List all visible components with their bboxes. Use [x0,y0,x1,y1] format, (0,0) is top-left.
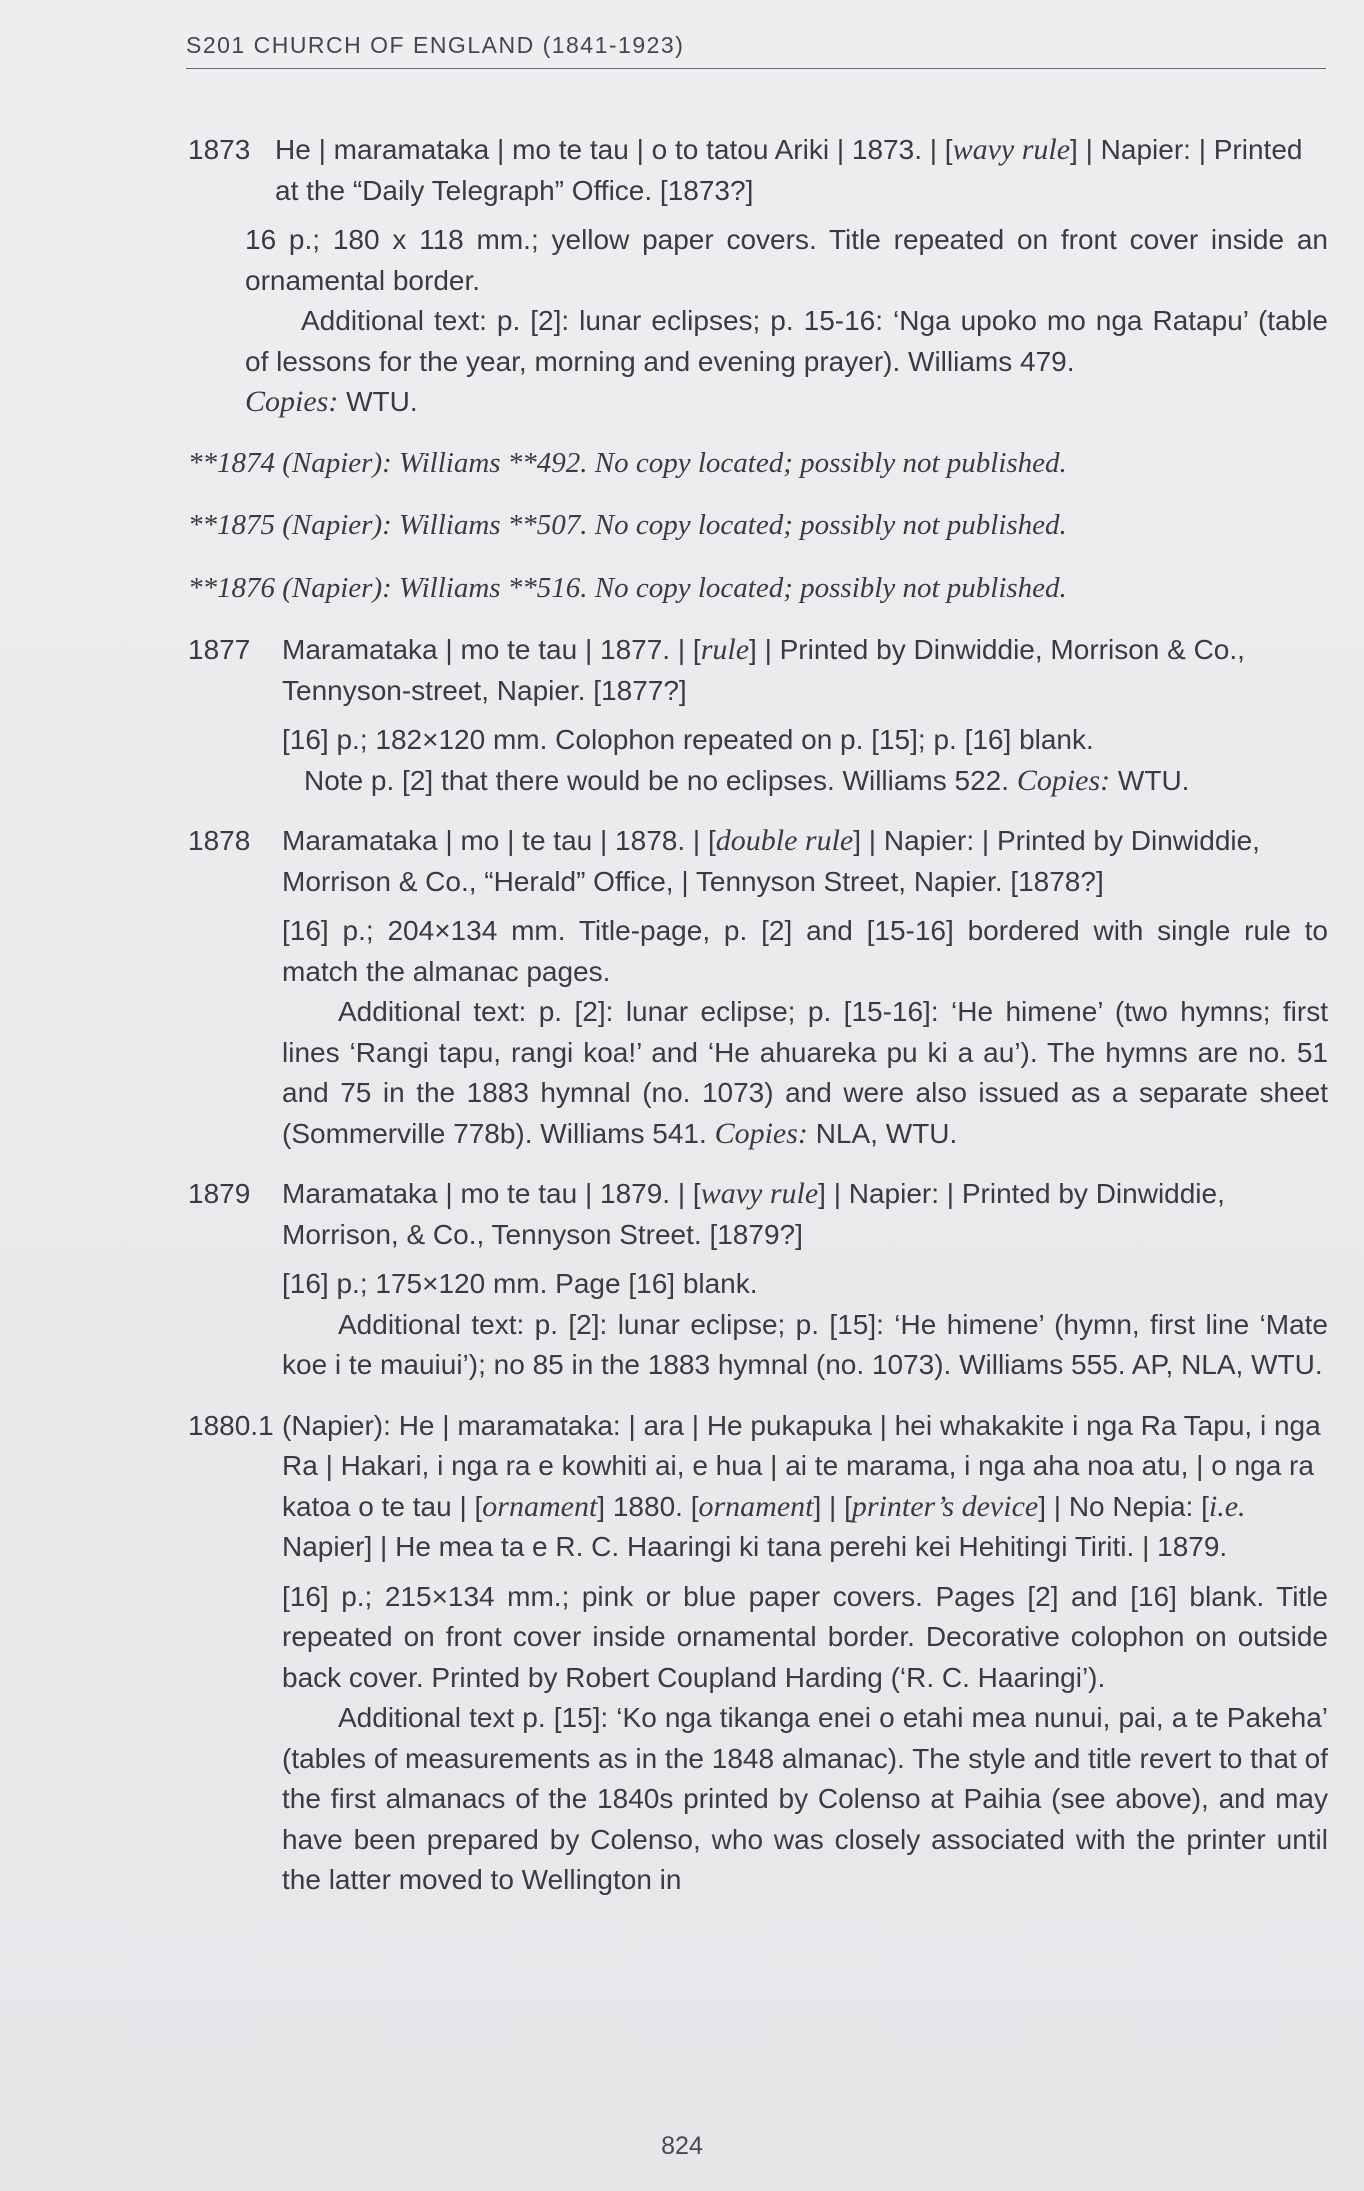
entry-description [282,911,1328,1154]
additional-text: Additional text: p. [2]: lunar eclipse; p. [15-16]: ‘He himene’ (two hymns; first lines ‘Rangi tapu, rangi koa!’ and ‘He ahuareka pu ki a au’). The hymns are no. 51 and 75 in the 1883 hymnal (no. 1073) and were also issued as a separate sheet (Sommerville 778b). Williams 541. Copies: NLA, WTU. [282,996,1328,1150]
physical-description: [16] p.; 204×134 mm. Title-page, p. [2] and [15-16] bordered with single rule to match the almanac pages. [282,915,1328,987]
copies-label: Copies: [1016,763,1111,797]
entry-number: 1878 [188,825,251,856]
entry-title: 1880.1 (Napier): He | maramataka: | ara | He pukapuka | hei whakakite i nga Ra Tapu, i nga Ra | Hakari, i nga ra e kowhiti ai, e hua | ai te marama, i nga aha noa atu, | o nga ra katoa o te tau | [ornament] 1880. [ornament] | [printer’s device] | No Nepia: [i.e. Napier] | He mea ta e R. C. Haaringi ki tana perehi kei Hehitingi Tiriti. | 1879. [188,1406,1328,1568]
entry-description [282,720,1328,801]
additional-text: Additional text p. [15]: ‘Ko nga tikanga enei o etahi mea nunui, pai, a te Pakeha’ (tables of measurements as in the 1848 almanac). The style and title revert to that of the first almanacs of the 1840s printed by Colenso at Paihia (see above), and may have been prepared by Colenso, who was closely associated with the printer until the latter moved to Wellington in [282,1702,1328,1895]
entry-number: 1880.1 [188,1409,274,1441]
entry-title: 1873 He | maramataka | mo te tau | o to tatou Ariki | 1873. | [wavy rule] | Napier: | Printed at the “Daily Telegraph” Office. [1873?] [188,130,1328,211]
physical-description: [16] p.; 182×120 mm. Colophon repeated on p. [15]; p. [16] blank. [282,724,1094,755]
entry-1877 [188,630,1328,801]
physical-description: [16] p.; 215×134 mm.; pink or blue paper covers. Pages [2] and [16] blank. Title repeated on front cover inside ornamental border. Decorative colophon on outside back cover. Printed by Robert Coupland Harding (‘R. C. Haaringi’). [282,1580,1328,1693]
additional-text: Additional text: p. [2]: lunar eclipses; p. 15-16: ‘Nga upoko mo nga Ratapu’ (table of lessons for the year, morning and evening prayer). Williams 479. Copies: WTU. [245,305,1328,418]
no-copy-note: **1874 (Napier): Williams **492. No copy located; possibly not published. [188,446,1067,479]
entry-title: 1879 Maramataka | mo te tau | 1879. | [wavy rule] | Napier: | Printed by Dinwiddie, Morrison, & Co., Tennyson Street. [1879?] [188,1174,1328,1255]
no-copy-note: **1875 (Napier): Williams **507. No copy located; possibly not published. [188,509,1067,541]
bibliography-body [188,130,1328,1921]
entry-1879 [188,1174,1328,1386]
entry-title: 1878 Maramataka | mo | te tau | 1878. | [double rule] | Napier: | Printed by Dinwiddie, Morrison & Co., “Herald” Office, | Tennyson Street, Napier. [1878?] [188,821,1328,902]
additional-text: Additional text: p. [2]: lunar eclipse; p. [15]: ‘He himene’ (hymn, first line ‘Mate koe i te mauiui’); no 85 in the 1883 hymnal (no. 1073). Williams 555. AP, NLA, WTU. [282,1308,1328,1380]
copies-list: NLA, WTU. [815,1117,958,1149]
header-rule [186,68,1326,69]
physical-description: 16 p.; 180 x 118 mm.; yellow paper covers. Title repeated on front cover inside an ornamental border. [245,224,1328,296]
page-number: 824 [661,2132,703,2160]
entry-description [245,220,1328,423]
copies-label: Copies: [245,385,339,418]
entry-description [282,1264,1328,1386]
copies-list: WTU. [1117,764,1190,796]
entry-1873 [188,130,1328,423]
copies-label: Copies: [714,1116,808,1150]
copies-list: WTU. [346,386,418,417]
entry-1880-1 [188,1406,1328,1901]
entry-number: 1879 [188,1178,251,1209]
additional-text: Note p. [2] that there would be no eclipses. Williams 522. Copies: WTU. [304,763,1190,797]
entry-description [282,1577,1328,1901]
running-head: S201 CHURCH OF ENGLAND (1841-1923) [186,32,685,58]
entry-title: 1877 Maramataka | mo te tau | 1877. | [rule] | Printed by Dinwiddie, Morrison & Co., Tennyson-street, Napier. [1877?] [188,630,1328,711]
entry-1878 [188,821,1328,1154]
no-copy-note: **1876 (Napier): Williams **516. No copy located; possibly not published. [188,571,1067,604]
entry-number: 1877 [188,634,251,665]
physical-description: [16] p.; 175×120 mm. Page [16] blank. [282,1268,758,1299]
entry-number: 1873 [188,134,251,165]
